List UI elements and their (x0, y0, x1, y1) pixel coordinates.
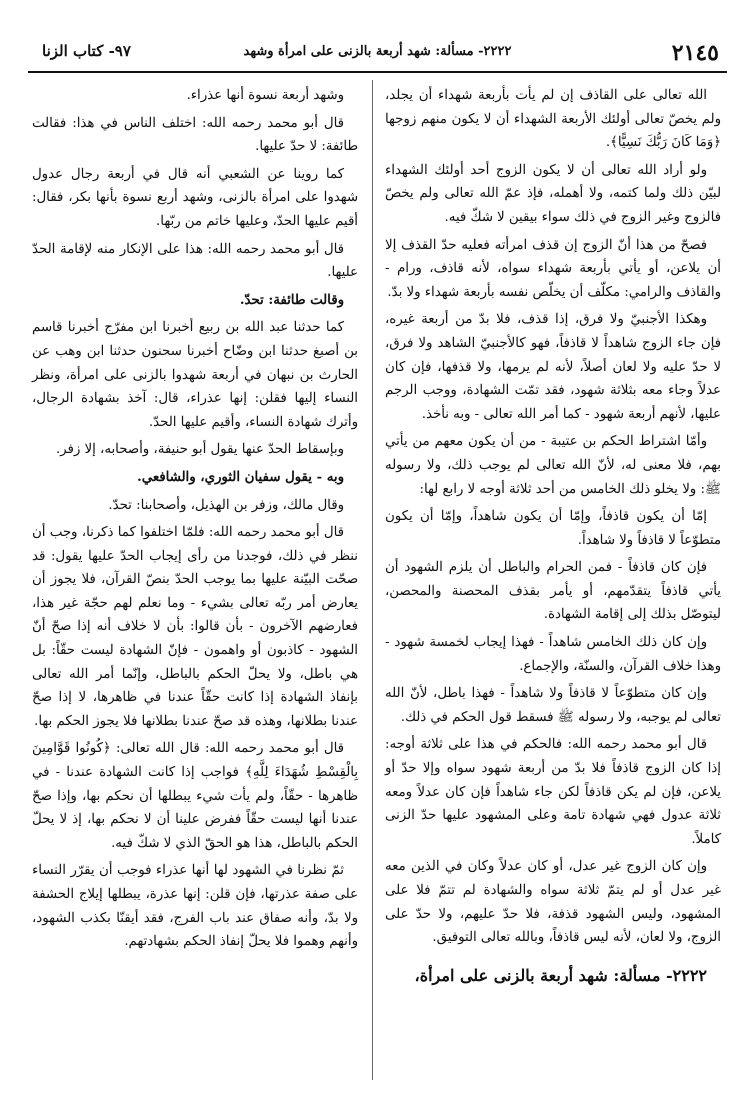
paragraph: قال أبو محمد رحمه الله: فلمّا اختلفوا كما ذكرنا، وجب أن ننظر في ذلك، فوجدنا من رأى إيجاب الحدّ عليها يقول: قد صحّت البيّنة عليها بما يوجب الحدّ بنصّ القرآن، فلا يجوز أن يعارض أمر ربّه تعالى بشيء - وما نعلم لهم حجّة غير هذا، فعارضهم الآخرون - بأن قالوا: بأن لا خلاف أنه إذا صحّ أنّ الشهود - كاذبون أو واهمون - فإنّ الشهادة ليست حقّاً: بل هي باطل، ولا يحلّ الحكم بالباطل، وإنّما أمر الله تعالى بإنفاذ الشهادة إذا كانت حقّاً عندنا في ظاهرها، لا إذا صحّ عندنا بطلانها، وهذه قد صحّ عندنا بطلانها فلا يجوز الحكم بها. (32, 525, 358, 729)
paragraph: قال أبو محمد رحمه الله: قال الله تعالى: ﴿كُونُوا قَوَّامِينَ بِالْقِسْطِ شُهَدَاءَ لِلَّهِ﴾ فواجب إذا كانت الشهادة عندنا - في ظاهرها - حقّاً، ولم يأت شيء يبطلها أن نحكم بها، وإذا صحّ عندنا أنها ليست حقّاً ففرض علينا أن لا نحكم بها، إذ لا يحلّ الحكم بالباطل، هذا هو الحقّ الذي لا شكّ فيه. (32, 741, 358, 851)
page-header (28, 30, 727, 70)
paragraph: فصحّ من هذا أنّ الزوج إن قذف امرأته فعليه حدّ القذف إلا أن يلاعن، أو يأتي بأربعة شهداء سواه، لأنه قاذف، ورام - والقاذف والرامي: مكلّف أن يخلّص نفسه بأربعة شهداء ولا بدّ. (385, 237, 721, 300)
paragraph: الله تعالى على القاذف إن لم يأت بأربعة شهداء أن يجلد، ولم يخصّ تعالى أولئك الأربعة الشهداء أن لا يكون منهم زوجها ﴿وَمَا كَانَ رَبُّكَ نَسِيًّا﴾. (385, 88, 721, 151)
paragraph: كما روينا عن الشعبي أنه قال في أربعة رجال عدول شهدوا على امرأة بالزنى، وشهد أربع نسوة بأنها بكر، فقال: أقيم عليها الحدّ، وعليها خاتم من ربّها. (32, 166, 358, 229)
paragraph: وبه - يقول سفيان الثوري، والشافعي. (137, 469, 344, 485)
paragraph: وإن كان ذلك الخامس شاهداً - فهذا إيجاب لخمسة شهود - وهذا خلاف القرآن، والسنّة، والإجماع. (385, 635, 721, 674)
column-divider (372, 80, 373, 1080)
paragraph: ولو أراد الله تعالى أن لا يكون الزوج أحد أولئك الشهداء لبيّن ذلك ولما كتمه، ولا أهمله، فإذ عمّ الله تعالى ولم يخصّ فالزوج وغير الزوج في ذلك سواء بيقين لا شكّ فيه. (385, 162, 721, 225)
paragraph: ثمّ نظرنا في الشهود لها أنها عذراء فوجب أن يقرّر النساء على صفة عذرتها، فإن قلن: إنها عذرة، يبطلها إيلاج الحشفة ولا بدّ، وأنه صفاق عند باب الفرج، فقد أيقنّا بكذب الشهود، وأنهم وهموا فلا يحلّ إنفاذ الحكم بشهادتهم. (32, 863, 358, 950)
left-column (32, 84, 358, 958)
running-section-title: ٢٢٢٢- مسألة: شهد أربعة بالزنى على امرأة وشهد (243, 44, 512, 59)
paragraph: فإن كان قاذفاً - فمن الحرام والباطل أن يلزم الشهود أن يأتي قاذفاً يتقدّمهم، أو يأمر بقذف المحصنة والمحصن، ليتوصّل بذلك إلى إقامة الشهادة. (385, 560, 721, 623)
header-rule (28, 71, 727, 73)
page-number: ٢١٤٥ (671, 40, 719, 66)
right-column (385, 84, 721, 991)
paragraph: قال أبو محمد رحمه الله: اختلف الناس في هذا: فقالت طائفة: لا حدّ عليها. (32, 115, 358, 155)
paragraph: إمّا أن يكون قاذفاً، وإمّا أن يكون شاهداً، وإمّا أن يكون متطوّعاً لا قاذفاً ولا شاهداً. (385, 509, 721, 548)
paragraph: وشهد أربعة نسوة أنها عذراء. (186, 88, 344, 103)
paragraph: وهكذا الأجنبيّ ولا فرق، إذا قذف، فلا بدّ من أربعة غيره، فإن جاء الزوج شاهداً لا قاذفاً، فهو كالأجنبيّ الشاهد ولا فرق، لا حدّ عليه ولا لعان أصلاً، لأنه لم يرمها، ولا قذفها، فإن كان عدلاً وجاء معه بثلاثة شهود، فقد تمّت الشهادة، ووجب الرجم عليها، لأنهم أربعة شهود - كما أمر الله تعالى - وبه نأخذ. (385, 312, 721, 422)
paragraph: قال أبو محمد رحمه الله: فالحكم في هذا على ثلاثة أوجه: إذا كان الزوج قاذفاً فلا بدّ من أربعة شهود سواه وإلا حدّ أو يلاعن، فإن لم يكن قاذفاً لكن جاء شاهداً فإن كان عدلاً ومعه ثلاثة عدول فهي شهادة تامة وعلى المشهود عليها حدّ الزنى كاملاً. (385, 737, 721, 847)
paragraph: وإن كان الزوج غير عدل، أو كان عدلاً وكان في الذين معه غير عدل أو لم يتمّ ثلاثة سواه والشهادة لم تتمّ فلا على المشهود، وليس الشهود قذفة، فلا حدّ عليهم، ولا حدّ على الزوج، ولا لعان، لأنه ليس قاذفاً، وبالله تعالى التوفيق. (385, 859, 721, 946)
paragraph: قال أبو محمد رحمه الله: هذا على الإنكار منه لإقامة الحدّ عليها. (32, 241, 358, 281)
paragraph: وقال مالك، وزفر بن الهذيل، وأصحابنا: تحدّ. (108, 497, 344, 513)
paragraph: وأمّا اشتراط الحكم بن عتيبة - من أن يكون معهم من يأتي بهم، فلا معنى له، لأنّ الله تعالى لم يوجب ذلك، ولا رسوله ﷺ: ولا يخلو ذلك الخامس من أحد ثلاثة أوجه لا رابع لها: (385, 434, 721, 497)
paragraph: ٢٢٢٢- مسألة: شهد أربعة بالزنى على امرأة، (414, 965, 707, 985)
running-book-title: ٩٧- كتاب الزنا (42, 42, 131, 60)
paragraph: وإن كان متطوّعاً لا قاذفاً ولا شاهداً - فهذا باطل، لأنّ الله تعالى لم يوجبه، ولا رسوله ﷺ فسقط قول الحكم في ذلك. (385, 686, 721, 725)
paragraph: وبإسقاط الحدّ عنها يقول أبو حنيفة، وأصحابه، إلا زفر. (55, 442, 344, 458)
paragraph: كما حدثنا عبد الله بن ربيع أخبرنا ابن مفرّج أخبرنا قاسم بن أصبغ حدثنا ابن وضّاح أخبرنا سحنون حدثنا ابن وهب عن الحارث بن نبهان في أربعة شهدوا بالزنى على امرأة، ونظر النساء إليها فقلن: إنها عذراء، قال: آخذ بشهادة الرجال، وأترك شهادة النساء، وأقيم عليها الحدّ. (32, 320, 358, 430)
paragraph: وقالت طائفة: تحدّ. (239, 292, 344, 308)
